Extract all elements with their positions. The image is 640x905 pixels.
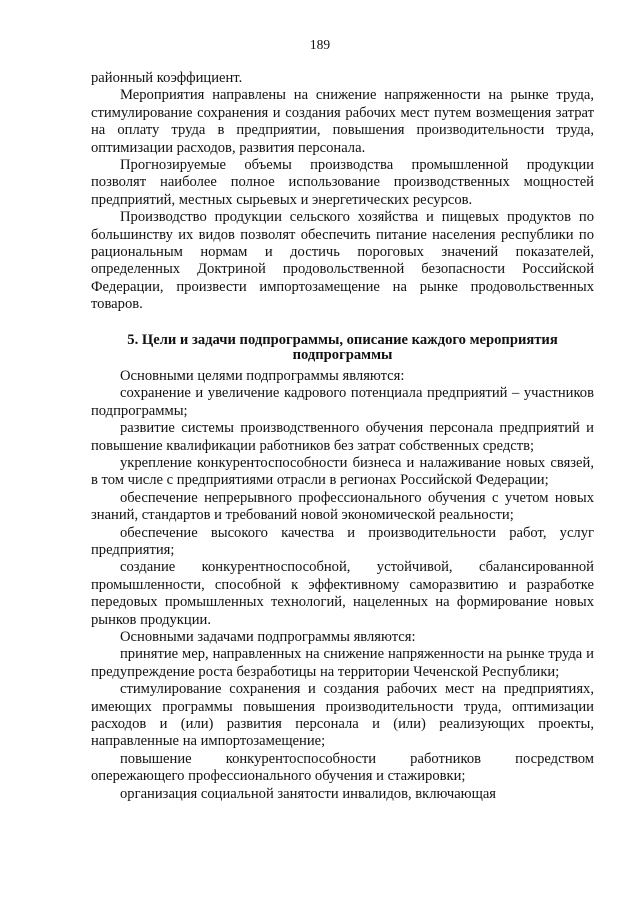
section-heading-line: 5. Цели и задачи подпрограммы, описание каждого мероприятия: [127, 331, 558, 348]
list-item: создание конкурентноспособной, устойчивой, сбалансированной промышленности, способной к эффективному саморазвитию и разработке передовых промышленных технологий, нацеленных на формирование новых рынков продукции.: [91, 559, 594, 628]
page-number: 189: [309, 37, 331, 52]
list-item: повышение конкурентоспособности работников посредством опережающего профессионального обучения и стажировки;: [91, 750, 594, 785]
section-paragraphs: [91, 368, 594, 803]
intro-paragraphs: [91, 70, 594, 314]
paragraph: Производство продукции сельского хозяйства и пищевых продуктов по большинству их видов позволят обеспечить питание населения республики по рациональным нормам и достичь пороговых значений показателей, определенных Доктриной продовольственной безопасности Российской Федерации, произвести импортозамещение на рынке продовольственных товаров.: [91, 209, 594, 313]
list-item: принятие мер, направленных на снижение напряженности на рынке труда и предупреждение роста безработицы на территории Чеченской Республики;: [91, 646, 594, 680]
paragraph: Прогнозируемые объемы производства промышленной продукции позволят наиболее полное использование производственных мощностей предприятий, местных сырьевых и энергетических ресурсов.: [91, 157, 594, 208]
paragraph: Основными целями подпрограммы являются:: [120, 367, 405, 384]
paragraph: районный коэффициент.: [91, 70, 243, 86]
paragraph: Основными задачами подпрограммы являются:: [120, 628, 416, 645]
list-item: обеспечение непрерывного профессионального обучения с учетом новых знаний, стандартов и требований новой экономической реальности;: [91, 489, 594, 524]
list-item: обеспечение высокого качества и производительности работ, услуг предприятия;: [91, 524, 594, 558]
document-body: [91, 70, 594, 803]
list-item: сохранение и увеличение кадрового потенциала предприятий – участников подпрограммы;: [91, 385, 594, 419]
paragraph: Мероприятия направлены на снижение напряженности на рынке труда, стимулирование сохранения и создания рабочих мест путем возмещения затрат на оплату труда в предприятии, повышения производительности труда, оптимизации расходов, развития персонала.: [91, 87, 594, 156]
list-item: организация социальной занятости инвалидов, включающая: [120, 785, 497, 802]
list-item: укрепление конкурентоспособности бизнеса и налаживание новых связей, в том числе с предприятиями отрасли в регионах Российской Федерации;: [91, 454, 594, 489]
list-item: стимулирование сохранения и создания рабочих мест на предприятиях, имеющих программы повышения производительности труда, оптимизации расходов и (или) развития персонала и (или) реализующих проекты, направленные на импортозамещение;: [91, 681, 594, 750]
section-heading: [91, 314, 594, 368]
section-heading-line: подпрограммы: [292, 347, 393, 364]
list-item: развитие системы производственного обучения персонала предприятий и повышение квалификации работников без затрат собственных средств;: [91, 420, 594, 454]
